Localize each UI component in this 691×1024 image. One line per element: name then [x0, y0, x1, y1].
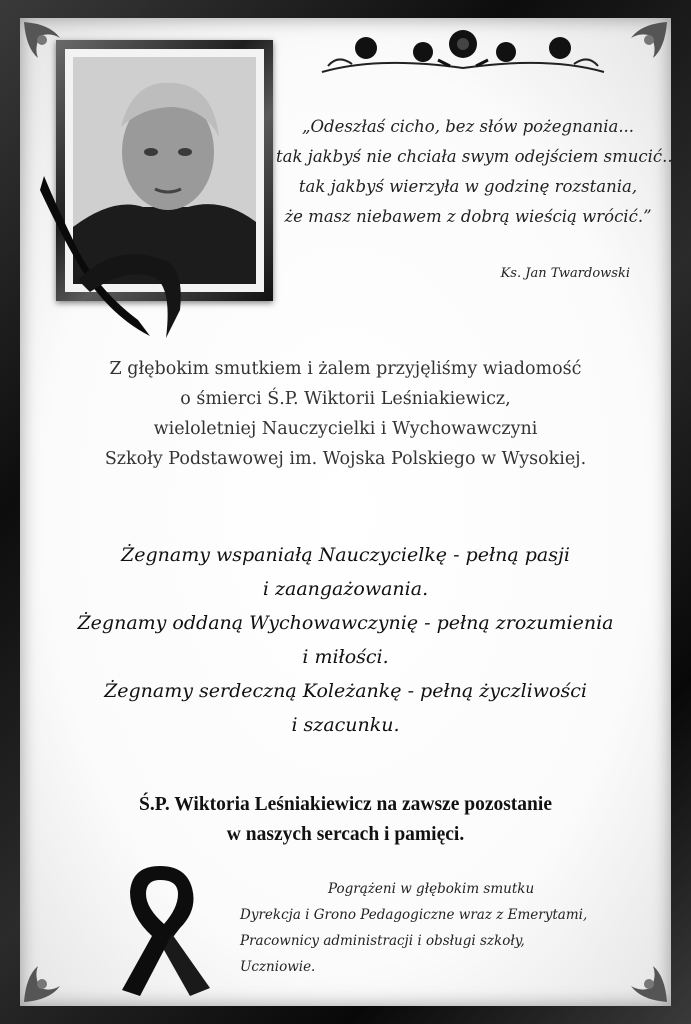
corner-ornament-icon — [611, 18, 671, 78]
mourners-line: Uczniowie. — [240, 959, 316, 975]
announcement-line: o śmierci Ś.P. Wiktorii Leśniakiewicz, — [180, 389, 511, 409]
memorial-statement — [30, 790, 661, 850]
mourning-ribbon-icon — [102, 858, 220, 998]
mourning-ribbon-icon — [38, 170, 188, 340]
mourners-line: Pogrążeni w głębokim smutku — [328, 881, 535, 897]
mourners-line: Dyrekcja i Grono Pedagogiczne wraz z Emerytami, — [240, 907, 588, 923]
farewell-line: i szacunku. — [291, 714, 400, 736]
farewell-text — [30, 538, 661, 742]
announcement-line: Szkoły Podstawowej im. Wojska Polskiego w Wysokiej. — [104, 449, 587, 469]
announcement-line: Z głębokim smutkiem i żalem przyjęliśmy wiadomość — [109, 359, 582, 379]
death-announcement — [30, 354, 661, 474]
quote-line: tak jakbyś nie chciała swym odejściem smucić... — [276, 147, 678, 166]
memorial-line: w naszych sercach i pamięci. — [226, 824, 465, 845]
quote-line: że masz niebawem z dobrą wieścią wrócić.” — [284, 207, 652, 226]
quote-author: Ks. Jan Twardowski — [500, 266, 630, 281]
quote-line: tak jakbyś wierzyła w godzinę rozstania, — [298, 177, 638, 196]
mourners-signature — [240, 876, 680, 980]
farewell-line: i zaangażowania. — [262, 578, 429, 600]
mourners-line: Pracownicy administracji i obsługi szkoły, — [240, 933, 525, 949]
farewell-line: i miłości. — [302, 646, 389, 668]
farewell-line: Żegnamy oddaną Wychowawczynię - pełną zrozumienia — [77, 612, 614, 634]
roses-ornament-icon — [318, 26, 608, 82]
memorial-line: Ś.P. Wiktoria Leśniakiewicz na zawsze pozostanie — [139, 794, 552, 815]
farewell-line: Żegnamy serdeczną Koleżankę - pełną życzliwości — [104, 680, 587, 702]
farewell-line: Żegnamy wspaniałą Nauczycielkę - pełną pasji — [121, 544, 570, 566]
poem-quote — [276, 112, 678, 232]
corner-ornament-icon — [20, 946, 80, 1006]
announcement-line: wieloletniej Nauczycielki i Wychowawczyni — [153, 419, 538, 439]
quote-line: „Odeszłaś cicho, bez słów pożegnania... — [301, 117, 635, 136]
